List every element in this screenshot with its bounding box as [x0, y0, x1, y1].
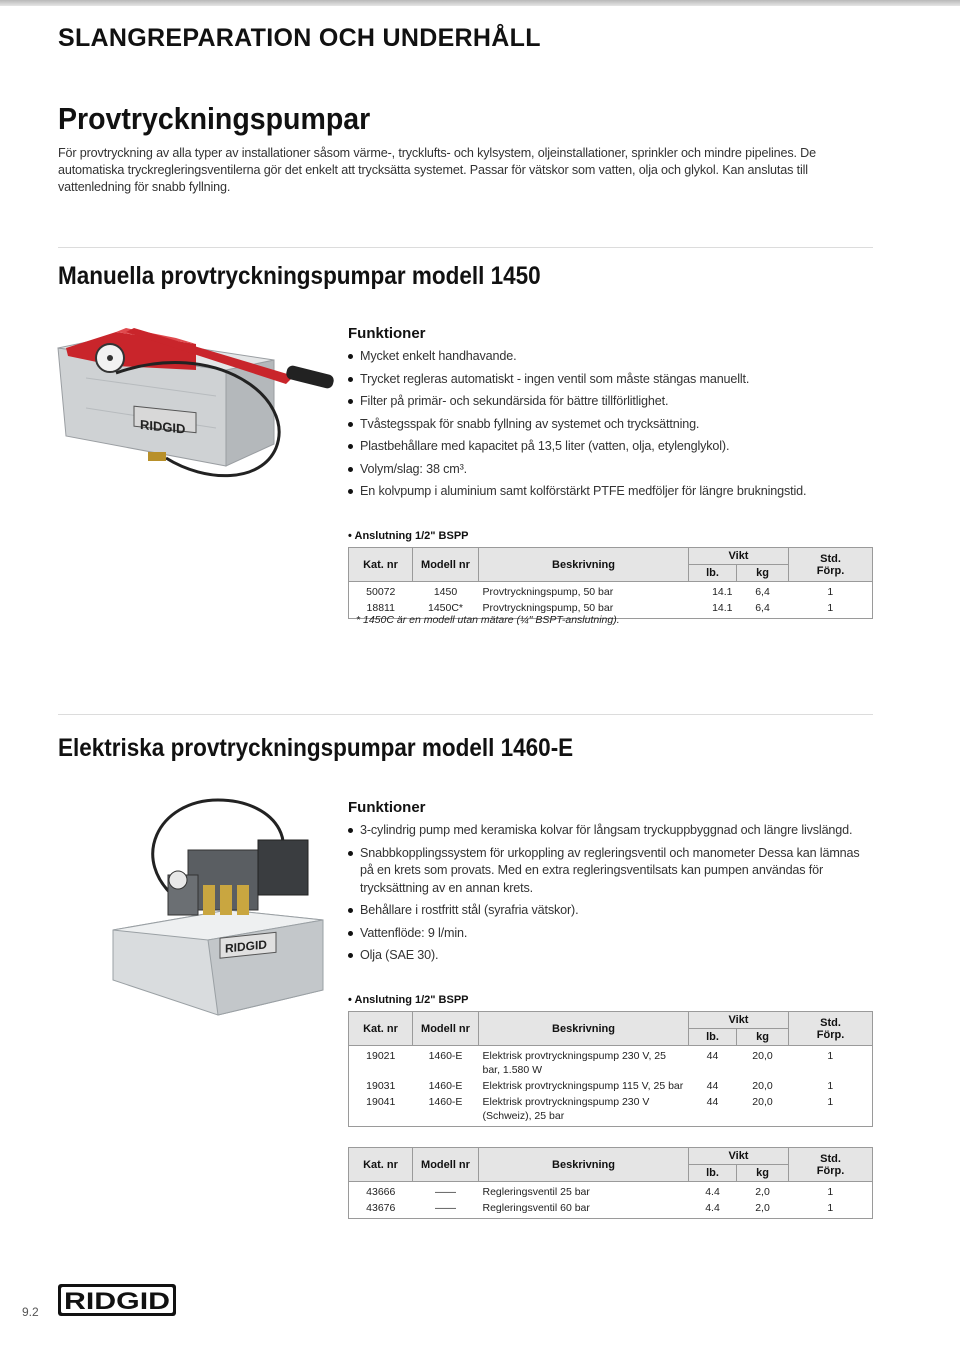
- col-beskrivning: Beskrivning: [479, 1012, 689, 1046]
- section2-feature-list: [348, 822, 873, 970]
- section1-feature-list: [348, 348, 873, 506]
- col-vikt: Vikt: [689, 1148, 789, 1165]
- section2-funktioner-heading: Funktioner: [348, 799, 426, 816]
- feature-item: En kolvpump i aluminium samt kolförstärkt PTFE medföljer för längre brukningstid.: [348, 483, 873, 501]
- col-modell: Modell nr: [413, 1148, 479, 1182]
- col-lb: lb.: [689, 565, 737, 582]
- section1-funktioner-heading: Funktioner: [348, 325, 426, 342]
- section-divider: [58, 247, 873, 248]
- feature-item: Volym/slag: 38 cm³.: [348, 461, 873, 479]
- header-title: SLANGREPARATION OCH UNDERHÅLL: [58, 24, 541, 52]
- box-logo-text: RIDGID: [140, 416, 186, 437]
- col-kg: kg: [737, 1029, 789, 1046]
- feature-item: Plastbehållare med kapacitet på 13,5 liter (vatten, olja, etylenglykol).: [348, 438, 873, 456]
- intro-text: För provtryckning av alla typer av installationer såsom värme-, trycklufts- och kylsystem, oljeinstallationer, sprinkler och mindre pipelines. De automatiska tryckregleringsventilerna gör det enkelt att trycksätta systemet. Passar för vätskor som vatten, olja och glykol. Kan anslutas till vattenledning för snabb fyllning.: [58, 146, 816, 194]
- section-divider: [58, 714, 873, 715]
- table-row: 19031 1460-E Elektrisk provtryckningspump 115 V, 25 bar 44 20,0 1: [366, 1080, 834, 1092]
- table-row: 43666 —— Regleringsventil 25 bar 4.4 2,0 1: [366, 1186, 834, 1198]
- feature-item: Mycket enkelt handhavande.: [348, 348, 873, 366]
- section1-connection-label: • Anslutning 1/2" BSPP: [348, 530, 469, 542]
- col-vikt: Vikt: [689, 548, 789, 565]
- table-row: 50072 1450 Provtryckningspump, 50 bar 14.1 6,4 1: [366, 586, 834, 598]
- valve-spec-table: [348, 1147, 873, 1219]
- col-kat: Kat. nr: [349, 1148, 413, 1182]
- page-number: 9.2: [22, 1305, 39, 1319]
- feature-item: Filter på primär- och sekundärsida för bättre tillförlitlighet.: [348, 393, 873, 411]
- col-std: Std. Förp.: [789, 1012, 873, 1046]
- feature-item: Trycket regleras automatiskt - ingen ventil som måste stängas manuellt.: [348, 371, 873, 389]
- section1-title: Manuella provtryckningspumpar modell 1450: [58, 262, 541, 290]
- page-title: Provtryckningspumpar: [58, 101, 371, 136]
- top-bar: [0, 0, 960, 6]
- table-row: 43676 —— Regleringsventil 60 bar 4.4 2,0 1: [366, 1202, 834, 1214]
- col-std: Std. Förp.: [789, 548, 873, 582]
- col-vikt: Vikt: [689, 1012, 789, 1029]
- col-kg: kg: [737, 1165, 789, 1182]
- section2-title: Elektriska provtryckningspumpar modell 1460-E: [58, 734, 574, 762]
- tray-logo-text: RIDGID: [225, 937, 267, 956]
- col-lb: lb.: [689, 1165, 737, 1182]
- feature-item: Tvåstegsspak för snabb fyllning av systemet och trycksättning.: [348, 416, 873, 434]
- col-beskrivning: Beskrivning: [479, 1148, 689, 1182]
- col-std: Std. Förp.: [789, 1148, 873, 1182]
- col-lb: lb.: [689, 1029, 737, 1046]
- feature-item: Vattenflöde: 9 l/min.: [348, 925, 873, 943]
- col-kg: kg: [737, 565, 789, 582]
- ridgid-logo: [58, 1284, 178, 1323]
- col-beskrivning: Beskrivning: [479, 548, 689, 582]
- feature-item: Olja (SAE 30).: [348, 947, 873, 965]
- table-row: 19041 1460-E Elektrisk provtryckningspump 230 V (Schweiz), 25 bar 44 20,0 1: [366, 1096, 834, 1122]
- section2-spec-table: [348, 1011, 873, 1127]
- manual-pump-image: [56, 318, 341, 498]
- section2-connection-label: • Anslutning 1/2" BSPP: [348, 994, 469, 1006]
- table-row: 18811 1450C* Provtryckningspump, 50 bar 14.1 6,4 1: [366, 602, 834, 614]
- feature-item: Behållare i rostfritt stål (syrafria vätskor).: [348, 902, 873, 920]
- section1-footnote: * 1450C är en modell utan mätare (¼" BSPT-anslutning).: [356, 614, 620, 626]
- table-row: 19021 1460-E Elektrisk provtryckningspump 230 V, 25 bar, 1.580 W 44 20,0 1: [366, 1050, 834, 1076]
- col-kat: Kat. nr: [349, 548, 413, 582]
- col-modell: Modell nr: [413, 548, 479, 582]
- feature-item: Snabbkopplingssystem för urkoppling av regleringsventil och manometer Dessa kan lämnas på en krets som provats. Med en extra regleringsventilsats kan pumpen användas för trycksättning av en annan krets.: [348, 845, 873, 898]
- feature-item: 3-cylindrig pump med keramiska kolvar för långsam tryckuppbyggnad och längre livslängd.: [348, 822, 873, 840]
- electric-pump-image: [108, 790, 333, 1025]
- col-kat: Kat. nr: [349, 1012, 413, 1046]
- section1-spec-table: [348, 547, 873, 619]
- col-modell: Modell nr: [413, 1012, 479, 1046]
- svg-text:RIDGID: RIDGID: [64, 1288, 170, 1315]
